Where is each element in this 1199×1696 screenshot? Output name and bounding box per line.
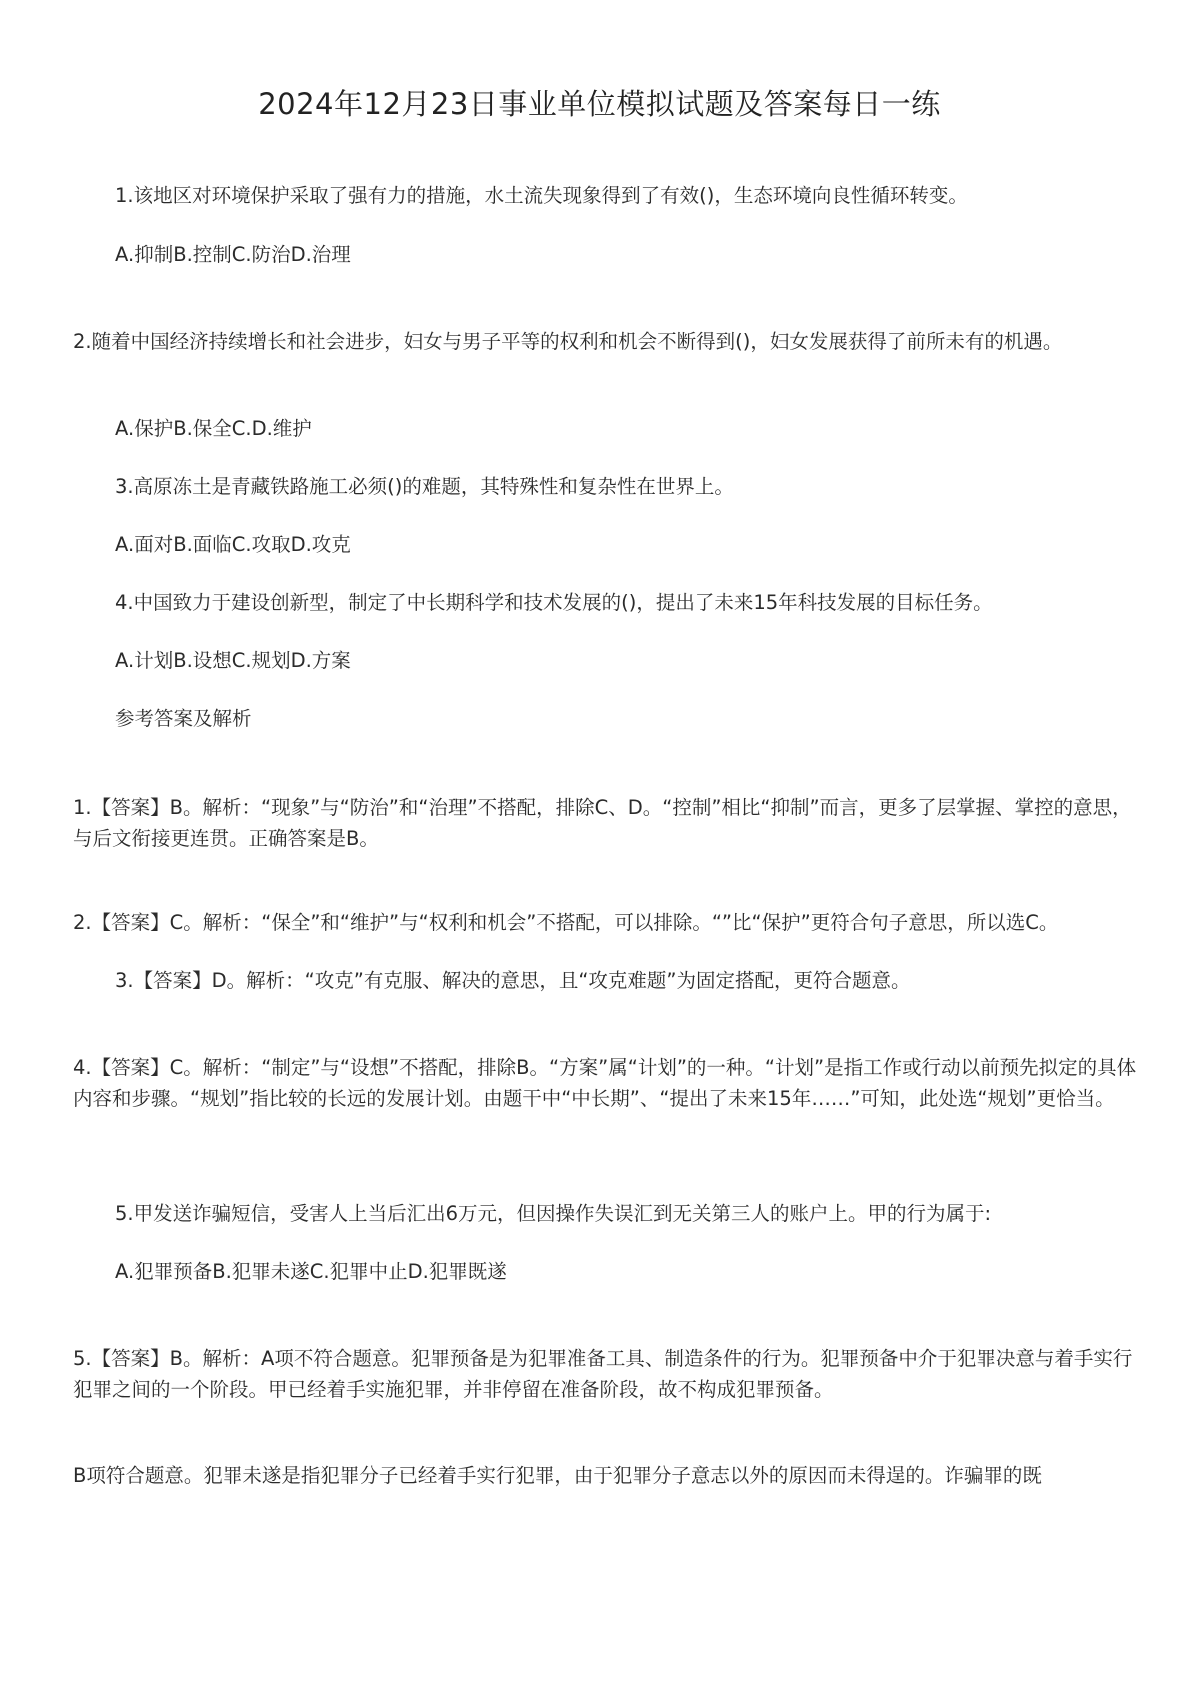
question-3-options: A.面对B.面临C.攻取D.攻克 bbox=[115, 533, 351, 556]
answer-1: 1.【答案】B。解析：“现象”与“防治”和“治理”不搭配，排除C、D。“控制”相比“抑制”而言，更多了层掌握、掌控的意思，与后文衔接更连贯。正确答案是B。 bbox=[73, 796, 1132, 850]
page-title: 2024年12月23日事业单位模拟试题及答案每日一练 bbox=[258, 87, 941, 121]
answer-3: 3.【答案】D。解析：“攻克”有克服、解决的意思，且“攻克难题”为固定搭配，更符合题意。 bbox=[115, 969, 911, 992]
question-4-options: A.计划B.设想C.规划D.方案 bbox=[115, 649, 351, 672]
answer-5-option-b: B项符合题意。犯罪未遂是指犯罪分子已经着手实行犯罪，由于犯罪分子意志以外的原因而未得逞的。诈骗罪的既 bbox=[73, 1464, 1042, 1487]
question-1-options: A.抑制B.控制C.防治D.治理 bbox=[115, 243, 351, 266]
answer-4: 4.【答案】C。解析：“制定”与“设想”不搭配，排除B。“方案”属“计划”的一种。“计划”是指工作或行动以前预先拟定的具体内容和步骤。“规划”指比较的长远的发展计划。由题干中“中长期”、“提出了未来15年……”可知，此处选“规划”更恰当。 bbox=[73, 1056, 1137, 1110]
answer-2: 2.【答案】C。解析：“保全”和“维护”与“权利和机会”不搭配，可以排除。“”比“保护”更符合句子意思，所以选C。 bbox=[73, 911, 1059, 934]
question-2: 2.随着中国经济持续增长和社会进步，妇女与男子平等的权利和机会不断得到()，妇女发展获得了前所未有的机遇。 bbox=[73, 330, 1063, 353]
question-2-options: A.保护B.保全C.D.维护 bbox=[115, 417, 312, 440]
answers-heading: 参考答案及解析 bbox=[115, 707, 252, 730]
question-5-options: A.犯罪预备B.犯罪未遂C.犯罪中止D.犯罪既遂 bbox=[115, 1260, 507, 1283]
question-5: 5.甲发送诈骗短信，受害人上当后汇出6万元，但因操作失误汇到无关第三人的账户上。甲的行为属于: bbox=[115, 1202, 992, 1225]
answer-5: 5.【答案】B。解析：A项不符合题意。犯罪预备是为犯罪准备工具、制造条件的行为。犯罪预备中介于犯罪决意与着手实行犯罪之间的一个阶段。甲已经着手实施犯罪，并非停留在准备阶段，故不构成犯罪预备。 bbox=[73, 1347, 1133, 1401]
question-1: 1.该地区对环境保护采取了强有力的措施，水土流失现象得到了有效()，生态环境向良性循环转变。 bbox=[115, 184, 968, 207]
question-3: 3.高原冻土是青藏铁路施工必须()的难题，其特殊性和复杂性在世界上。 bbox=[115, 475, 734, 498]
question-4: 4.中国致力于建设创新型，制定了中长期科学和技术发展的()，提出了未来15年科技发展的目标任务。 bbox=[115, 591, 993, 614]
